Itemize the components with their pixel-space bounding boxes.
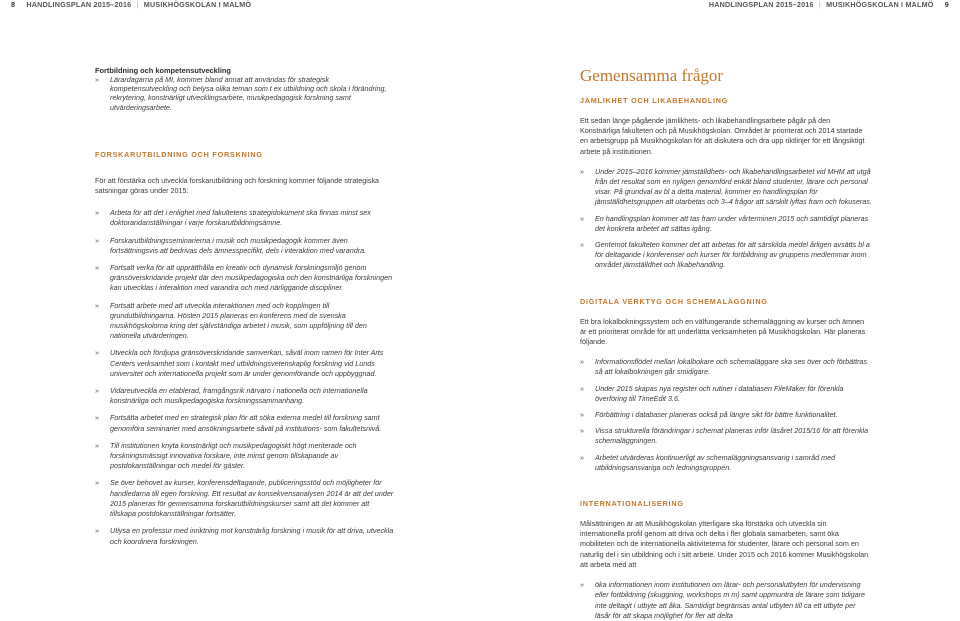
bullet-marker: » <box>95 235 99 245</box>
header-separator: | <box>818 0 821 9</box>
bullet-text: Arbetet utvärderas kontinuerligt av schemaläggningsansvarig i samråd med utbildningsansvariga och ledningsgruppen. <box>595 452 836 472</box>
bullet-text: Gentemot fakulteten kommer det att arbetas för att särskilda medel årligen avsätts bl a för deltagande i konferenser och kurser för fortbildning av gruppens medlemmar inom området jämställdhet och likabehandling. <box>595 240 870 270</box>
bullet-item <box>95 348 395 379</box>
bullet-item <box>580 426 872 446</box>
bullet-item <box>95 478 395 519</box>
bullet-marker: » <box>580 410 584 420</box>
header-separator: | <box>136 0 139 9</box>
header-title: HANDLINGSPLAN 2015–2016 <box>26 0 132 9</box>
bullet-marker: » <box>95 75 99 84</box>
bullet-marker: » <box>95 348 99 358</box>
jamlikhet-intro: Ett sedan länge pågående jämlikhets- och likabehandlingsarbete pågår på den Konstnärliga fakulteten och på Musikhögskolan. Området är prioriterat och 2014 startade en arbetsgrupp på Musikhögskolan för att diskutera och dra upp riktlinjer för ett långsiktigt arbete på institutionen. <box>580 116 865 156</box>
bullet-item <box>95 441 395 472</box>
bullet-text: Till institutionen knyta konstnärligt och musikpedagogiskt högt meriterade och forskningsmässigt innovativa forskare, inte minst genom tillskapande av postdokanställningar och medel för gäster. <box>110 440 357 471</box>
jamlikhet-bullets <box>580 167 872 271</box>
bullet-item <box>580 453 872 473</box>
page-number: 8 <box>11 0 16 9</box>
bullet-marker: » <box>95 440 99 450</box>
bullet-item <box>580 240 872 271</box>
bullet-marker: » <box>580 213 584 223</box>
page-number: 9 <box>944 0 949 9</box>
header-title: HANDLINGSPLAN 2015–2016 <box>708 0 814 9</box>
page-header-right <box>709 0 958 9</box>
bullet-text: Förbättring i databaser planeras också på längre sikt för bättre funktionalitet. <box>595 410 838 420</box>
bullet-marker: » <box>95 526 99 536</box>
bullet-marker: » <box>580 426 584 436</box>
bullet-marker: » <box>95 208 99 218</box>
digitala-verktyg-intro: Ett bra lokalbokningssystem och en välfungerande schemaläggning av kurser och ämnen är ett prioriterat område för att underlätta verksamheten på Musikhögskolan. Här planeras följande. <box>580 316 866 347</box>
bullet-item <box>95 386 395 406</box>
bullet-text: Vidareutveckla en etablerad, framgångsrik närvaro i nationella och internationella konstnärliga och musikpedagogiska forskningssammanhang. <box>110 386 368 406</box>
bullet-item <box>580 410 872 420</box>
bullet-item <box>95 526 395 546</box>
internationalisering-bullets <box>580 580 872 621</box>
forskarutbildning-bullets <box>95 208 395 546</box>
bullet-text: Utlysa en professur med inriktning mot konstnärlig forskning i musik för att driva, utveckla och koordinera forskningen. <box>110 526 394 546</box>
bullet-text: Under 2015 skapas nya register och rutiner i databasen FileMaker för förenkla överföring till TimeEdit 3.6. <box>595 383 844 403</box>
page-header-left <box>2 0 251 9</box>
bullet-text: Se över behovet av kurser, konferensdeltagande, publiceringsstöd och möjligheter för handledarna till egen forskning. Ett resultat av konsekvensanalysen 2014 är att det under 2015 planeras för gemensamma forskarutbildningskurser samt att det kommer att tillskapa postdokanställningar fortsätter. <box>110 478 394 519</box>
bullet-text: Fortsatt arbete med att utveckla interaktionen med och kopplingen till grundutbildningarna. Hösten 2015 planeras en konferens med de svenska musikhögskolorna kring det självständiga arbetet i musik, som uppföljning till den nationella utvärderingen. <box>110 300 367 341</box>
bullet-item <box>95 236 395 256</box>
bullet-item <box>580 580 872 621</box>
bullet-text: Fortsatt verka för att upprätthålla en kreativ och dynamisk forskningsmiljö genom gränsöverskridande projekt där den musikpedagogiska och den konstnärliga forskningen kan utvecklas i interaktion med varandra och med närliggande discipliner. <box>110 263 393 293</box>
heading-jamlikhet: JÄMLIKHET OCH LIKABEHANDLING <box>580 96 729 105</box>
bullet-text: Forskarutbildningsseminarierna i musik och musikpedagogik kommer även fortsättningsvis att bedrivas dels ämnesspecifikt, dels i interaktion med varandra. <box>110 235 367 255</box>
bullet-item <box>95 301 395 342</box>
bullet-marker: » <box>95 263 99 273</box>
bullet-text: Utveckla och fördjupa gränsöverskridande samverkan, såväl inom ramen för Inter Arts Centers verksamhet som i kontakt med utbildningsvetenskaplig forskning vid Lunds universitet och internationella projekt som är under genomförande och uppbyggnad. <box>110 348 384 378</box>
bullet-text: En handlingsplan kommer att tas fram under vårterminen 2015 och samtidigt planeras det konkreta arbetet att sättas igång. <box>595 213 869 233</box>
bullet-text: Under 2015–2016 kommer jämställdhets- och likabehandlingsarbetet vid MHM att utgå från det resultat som en nyligen genomförd enkät bland studenter, lärare och personal visar. På grundval av bl a detta material, kommer en handlingsplan för jämställdhetsgruppen att utarbetas och 3–4 frågor att särskilt lyftas fram och fokuseras. <box>595 166 872 207</box>
header-org: MUSIKHÖGSKOLAN I MALMÖ <box>826 0 934 9</box>
section-title-fortbildning: Fortbildning och kompetensutveckling <box>95 66 231 75</box>
right-page-column <box>580 66 872 621</box>
bullet-item <box>95 413 395 433</box>
heading-digitala-verktyg: DIGITALA VERKTYG OCH SCHEMALÄGGNING <box>580 296 768 306</box>
bullet-marker: » <box>580 452 584 462</box>
bullet-item <box>95 208 395 228</box>
bullet-item <box>95 75 395 112</box>
bullet-item <box>580 357 872 377</box>
bullet-text: Fortsätta arbetet med en strategisk plan för att söka externa medel till forskning samt genomföra seminarier med ansökningsarbete såväl på institutions- som fakultetsnivå. <box>110 413 382 433</box>
bullet-marker: » <box>95 413 99 423</box>
bullet-text: Arbeta för att det i enlighet med fakultetens strategidokument ska finnas minst sex doktorandanställningar i varje forskarutbildningsämne. <box>110 208 371 228</box>
bullet-text: öka informationen inom institutionen om lärar- och personalutbyten för undervisning eller fortbildning (skuggning, workshops m m) samt uppmuntra de lärare som tidigare inte deltagit i utbyte att åka. Samtidigt begränsas antal utbyten till ca ett utbyte per läsår för att skapa möjlighet för fler att delta <box>595 580 866 620</box>
page-title: Gemensamma frågor <box>580 66 724 85</box>
bullet-marker: » <box>580 580 584 590</box>
bullet-marker: » <box>580 240 584 250</box>
heading-forskarutbildning: FORSKARUTBILDNING OCH FORSKNING <box>95 149 263 159</box>
bullet-marker: » <box>95 386 99 396</box>
left-page-column <box>95 66 395 547</box>
bullet-item <box>580 384 872 404</box>
bullet-marker: » <box>580 357 584 367</box>
bullet-text: Lärardagarna på MI, kommer bland annat att användas för strategisk kompetensutveckling och belysa olika teman som t ex utbildning och skola i förändring, rekrytering, konstnärligt utvecklingsarbete, musikpedagogisk forskning samt utvärderingsarbete. <box>110 75 387 112</box>
digitala-verktyg-bullets <box>580 357 872 473</box>
heading-internationalisering: INTERNATIONALISERING <box>580 499 684 509</box>
bullet-marker: » <box>580 383 584 393</box>
bullet-marker: » <box>95 478 99 488</box>
header-org: MUSIKHÖGSKOLAN I MALMÖ <box>143 0 252 9</box>
forskarutbildning-intro: För att förstärka och utveckla forskarutbildning och forskning kommer följande strategiska satsningar göras under 2015: <box>95 175 380 196</box>
bullet-marker: » <box>580 166 584 176</box>
bullet-text: Informationsflödet mellan lokalbokare och schemaläggare ska ses över och förbättras så att lokalbokningen går smidigare. <box>595 357 868 377</box>
bullet-item <box>95 263 395 294</box>
internationalisering-intro: Målsättningen är att Musikhögskolan ytterligare ska förstärka och utveckla sin internationella profil genom att driva och delta i fler globala samarbeten, samt öka mobiliteten och de internationella aktiviteterna för studenter, lärare och personal som en naturlig del i sin utbildning och i sitt arbete. Under 2015 och 2016 kommer Musikhögskolan att arbeta med att <box>580 519 869 569</box>
bullet-text: Vissa strukturella förändringar i schemat planeras inför läsåret 2015/16 för att förenkla schemaläggningen. <box>595 426 869 446</box>
bullet-marker: » <box>95 300 99 310</box>
bullet-item <box>580 167 872 208</box>
bullet-item <box>580 214 872 234</box>
fortbildning-bullets <box>95 75 395 112</box>
